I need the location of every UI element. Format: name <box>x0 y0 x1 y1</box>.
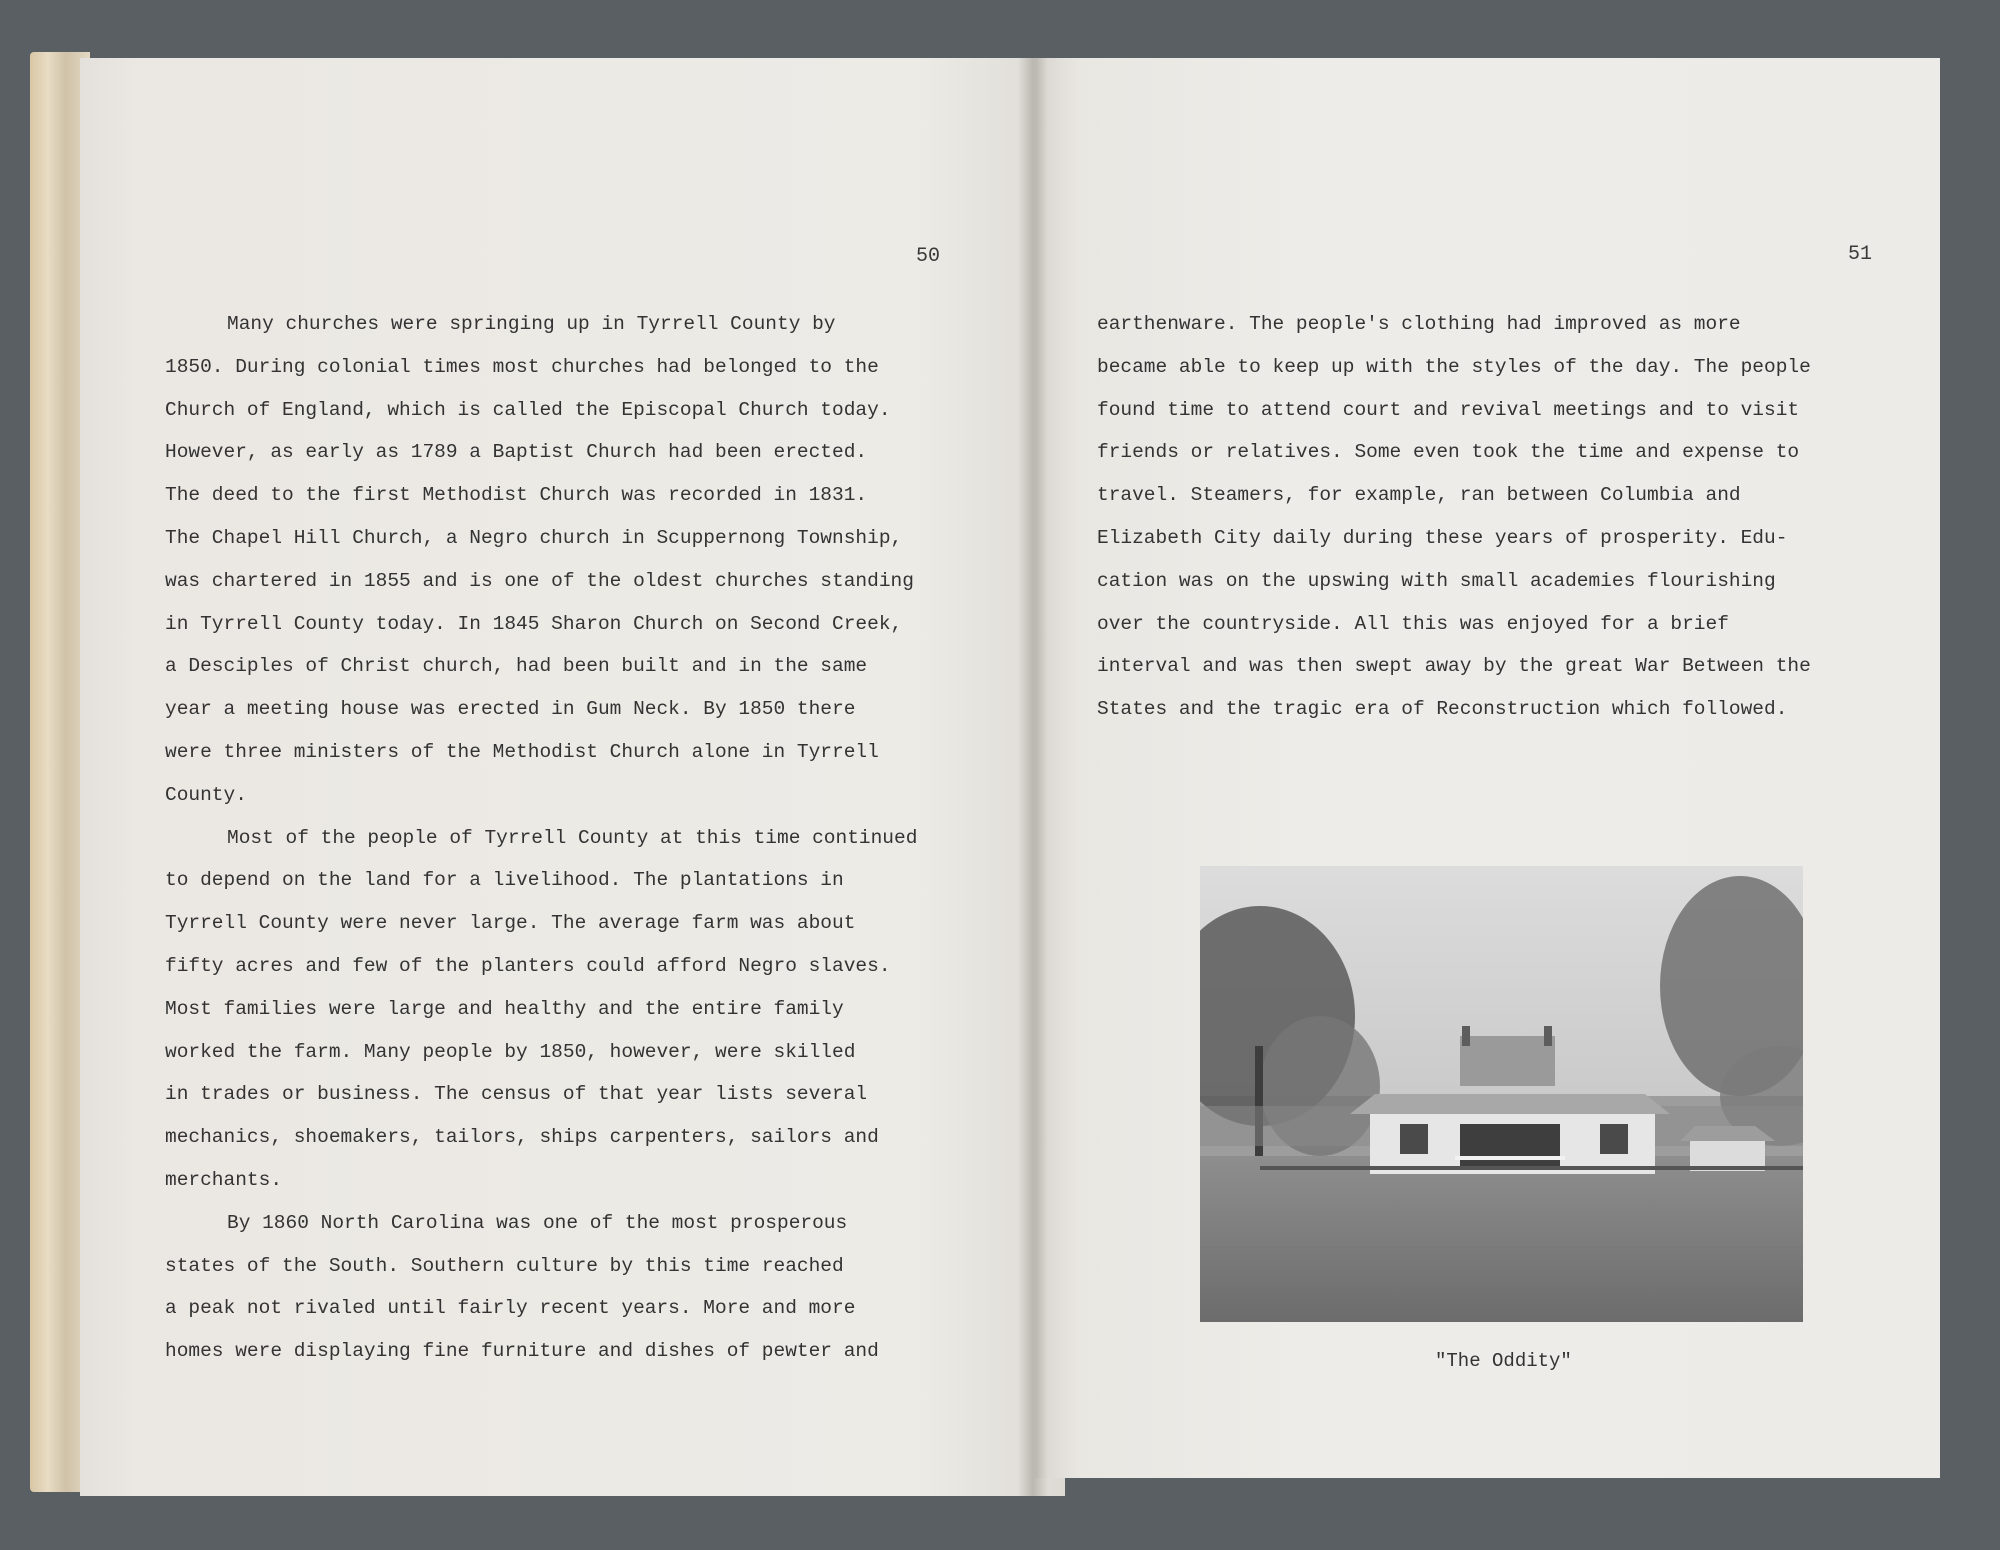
text-line: Tyrrell County were never large. The average farm was about <box>165 912 856 935</box>
text-line: interval and was then swept away by the great War Between the <box>1097 655 1811 678</box>
text-line: became able to keep up with the styles of the day. The people <box>1097 355 1811 378</box>
text-line: County. <box>165 783 247 806</box>
text-line: The deed to the first Methodist Church was recorded in 1831. <box>165 484 868 507</box>
text-line: By 1860 North Carolina was one of the most prosperous <box>227 1211 848 1234</box>
text-line: a peak not rivaled until fairly recent years. More and more <box>165 1297 856 1320</box>
text-line: in trades or business. The census of that year lists several <box>165 1083 868 1106</box>
text-line: Many churches were springing up in Tyrrell County by <box>227 313 836 335</box>
text-line: found time to attend court and revival meetings and to visit <box>1097 398 1800 421</box>
text-line: were three ministers of the Methodist Church alone in Tyrrell <box>165 740 879 763</box>
text-line: earthenware. The people's clothing had improved as more <box>1097 313 1741 335</box>
text-line: However, as early as 1789 a Baptist Church had been erected. <box>165 441 868 464</box>
text-line: mechanics, shoemakers, tailors, ships carpenters, sailors and <box>165 1126 879 1149</box>
text-line: Most of the people of Tyrrell County at this time continued <box>227 826 918 849</box>
text-line: 1850. During colonial times most churches had belonged to the <box>165 355 879 378</box>
text-line: to depend on the land for a livelihood. The plantations in <box>165 869 844 892</box>
photo-caption: "The Oddity" <box>1435 1350 1572 1372</box>
page-number-left: 50 <box>916 245 941 268</box>
house-photo-image <box>1200 866 1803 1322</box>
text-line: The Chapel Hill Church, a Negro church in Scuppernong Township, <box>165 526 903 549</box>
text-line: Church of England, which is called the Episcopal Church today. <box>165 398 891 421</box>
book-gutter <box>1018 58 1048 1496</box>
text-line: over the countryside. All this was enjoyed for a brief <box>1097 612 1729 635</box>
text-line: year a meeting house was erected in Gum Neck. By 1850 there <box>165 698 856 721</box>
text-line: merchants. <box>165 1168 283 1191</box>
text-line: fifty acres and few of the planters could afford Negro slaves. <box>165 954 891 977</box>
text-line: States and the tragic era of Reconstruction which followed. <box>1097 698 1788 721</box>
left-page-text <box>165 303 917 1373</box>
text-line: was chartered in 1855 and is one of the oldest churches standing <box>165 569 914 592</box>
text-line: in Tyrrell County today. In 1845 Sharon Church on Second Creek, <box>165 612 903 635</box>
text-line: states of the South. Southern culture by this time reached <box>165 1254 844 1277</box>
text-line: cation was on the upswing with small academies flourishing <box>1097 569 1776 592</box>
house-photo <box>1200 866 1803 1322</box>
text-line: Most families were large and healthy and the entire family <box>165 997 844 1020</box>
text-line: homes were displaying fine furniture and dishes of pewter and <box>165 1340 879 1363</box>
text-line: Elizabeth City daily during these years of prosperity. Edu- <box>1097 526 1788 549</box>
page-number-right: 51 <box>1848 243 1873 266</box>
text-line: travel. Steamers, for example, ran between Columbia and <box>1097 484 1741 507</box>
right-page-text <box>1097 303 1811 731</box>
text-line: a Desciples of Christ church, had been built and in the same <box>165 655 868 678</box>
text-line: friends or relatives. Some even took the time and expense to <box>1097 441 1800 464</box>
text-line: worked the farm. Many people by 1850, however, were skilled <box>165 1040 856 1063</box>
